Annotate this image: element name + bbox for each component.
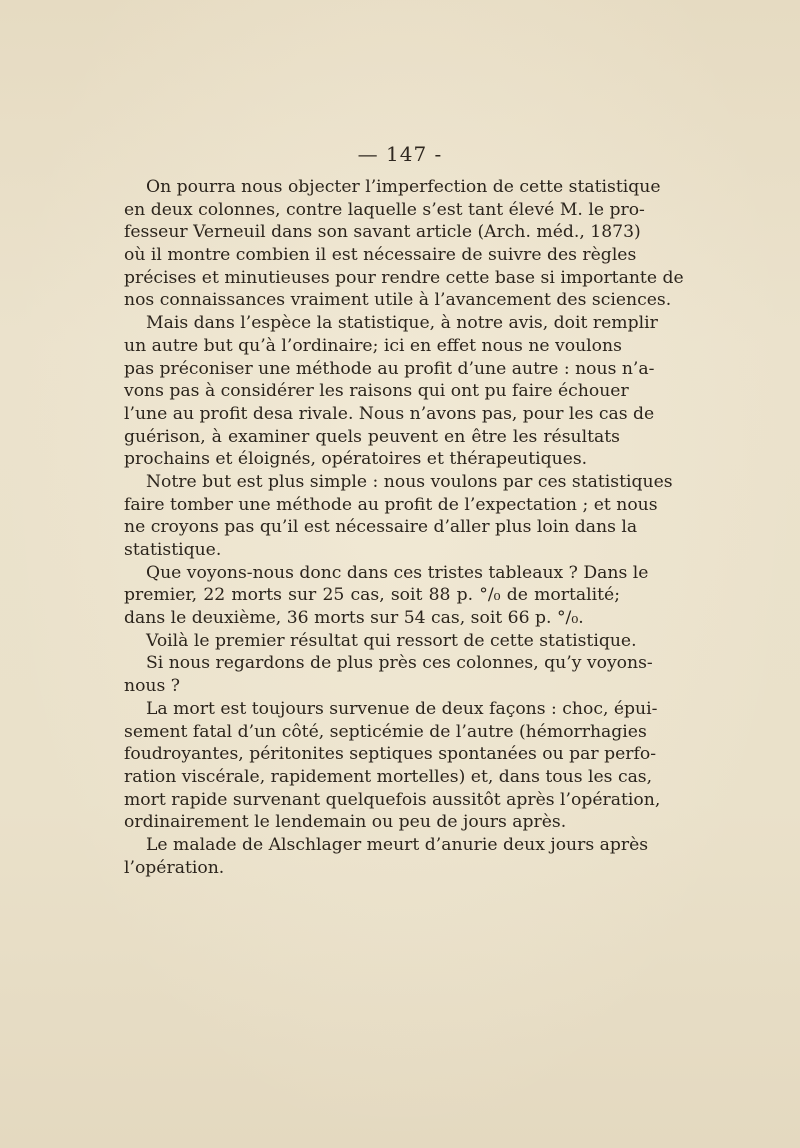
text-line: Si nous regardons de plus près ces colonnes, qu’y voyons- bbox=[146, 653, 653, 674]
text-line: un autre but qu’à l’ordinaire; ici en effet nous ne voulons bbox=[124, 335, 622, 356]
paragraph bbox=[124, 698, 661, 834]
text-line: où il montre combien il est nécessaire de suivre des règles bbox=[124, 245, 637, 266]
text-line: mort rapide survenant quelquefois aussitôt après l’opération, bbox=[124, 789, 661, 810]
paragraph bbox=[124, 471, 673, 562]
text-line: sement fatal d’un côté, septicémie de l’autre (hémorrhagies bbox=[124, 721, 647, 742]
text-line: Notre but est plus simple : nous voulons par ces statistiques bbox=[146, 471, 673, 492]
text-line: faire tomber une méthode au profit de l’expectation ; et nous bbox=[124, 494, 658, 515]
text-line: On pourra nous objecter l’imperfection de cette statistique bbox=[146, 177, 661, 197]
text-line: nous ? bbox=[124, 676, 180, 697]
paragraph bbox=[124, 652, 653, 697]
text-line: prochains et éloignés, opératoires et thérapeutiques. bbox=[124, 449, 588, 470]
body-text bbox=[124, 176, 684, 879]
text-line: l’une au profit desa rivale. Nous n’avons pas, pour les cas de bbox=[124, 403, 655, 424]
text-line: Le malade de Alschlager meurt d’anurie deux jours après bbox=[146, 834, 649, 855]
text-line: fesseur Verneuil dans son savant article (Arch. méd., 1873) bbox=[124, 222, 641, 243]
text-line: La mort est toujours survenue de deux façons : choc, épui- bbox=[146, 698, 658, 719]
text-line: ration viscérale, rapidement mortelles) et, dans tous les cas, bbox=[124, 766, 653, 787]
text-line: vons pas à considérer les raisons qui ont pu faire échouer bbox=[124, 381, 629, 402]
paragraph bbox=[124, 834, 649, 879]
text-line: Mais dans l’espèce la statistique, à notre avis, doit remplir bbox=[146, 313, 658, 334]
text-line: Voilà le premier résultat qui ressort de cette statistique. bbox=[146, 630, 637, 651]
text-line: guérison, à examiner quels peuvent en être les résultats bbox=[124, 426, 620, 447]
text-line: Que voyons-nous donc dans ces tristes tableaux ? Dans le bbox=[146, 562, 649, 583]
paragraph bbox=[124, 630, 637, 653]
text-line: l’opération. bbox=[124, 857, 225, 878]
text-line: statistique. bbox=[124, 540, 222, 560]
text-line: nos connaissances vraiment utile à l’avancement des sciences. bbox=[124, 290, 672, 311]
text-line: pas préconiser une méthode au profit d’une autre : nous n’a- bbox=[124, 358, 655, 379]
text-line: ne croyons pas qu’il est nécessaire d’aller plus loin dans la bbox=[124, 517, 638, 538]
paragraph bbox=[124, 176, 684, 312]
page-number: — 147 - bbox=[357, 142, 443, 166]
paragraph bbox=[124, 312, 658, 471]
text-line: ordinairement le lendemain ou peu de jours après. bbox=[124, 812, 567, 833]
paragraph bbox=[124, 562, 649, 630]
text-line: foudroyantes, péritonites septiques spontanées ou par perfo- bbox=[124, 744, 656, 765]
text-line: dans le deuxième, 36 morts sur 54 cas, soit 66 p. °/₀. bbox=[124, 608, 584, 629]
text-line: en deux colonnes, contre laquelle s’est tant élevé M. le pro- bbox=[124, 199, 645, 220]
text-line: premier, 22 morts sur 25 cas, soit 88 p. °/₀ de mortalité; bbox=[124, 585, 620, 606]
text-line: précises et minutieuses pour rendre cette base si importante de bbox=[124, 267, 684, 288]
